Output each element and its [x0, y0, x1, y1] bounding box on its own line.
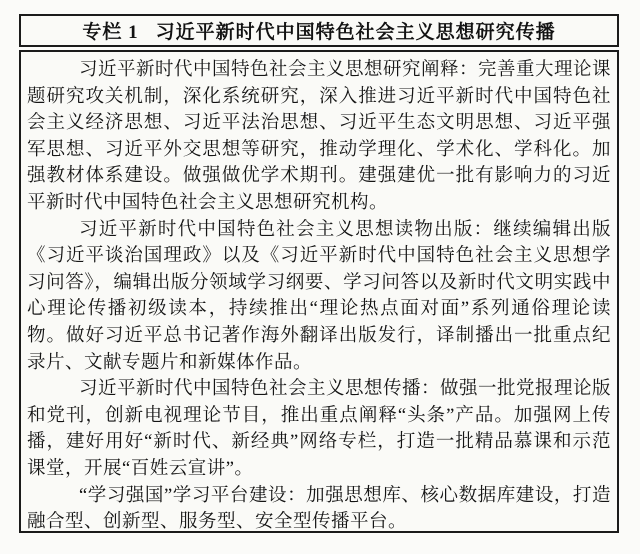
paragraph-thought-dissemination: 习近平新时代中国特色社会主义思想传播：做强一批党报理论版和党刊，创新电视理论节目，推出重点阐释“头条”产品。加强网上传播，建好用好“新时代、新经典”网络专栏，打造一批精品慕课和示范课堂，开展“百姓云宣讲”。: [27, 379, 612, 479]
column-body: [19, 50, 619, 533]
column-panel: [19, 14, 619, 533]
column-number-label: 专栏 1: [82, 22, 139, 43]
paragraph-readings-publication: 习近平新时代中国特色社会主义思想读物出版：继续编辑出版《习近平谈治国理政》以及《习近平新时代中国特色社会主义思想学习问答》，编辑出版分领域学习纲要、学习问答以及新时代文明实践中心理论传播初级读本，持续推出“理论热点面对面”系列通俗理论读物。做好习近平总书记著作海外翻译出版发行，译制播出一批重点纪录片、文献专题片和新媒体作品。: [27, 219, 611, 373]
paragraph-xuexi-qiangguo-platform: “学习强国”学习平台建设：加强思想库、核心数据库建设，打造融合型、创新型、服务型、安全型传播平台。: [27, 485, 611, 533]
column-title-text: 习近平新时代中国特色社会主义思想研究传播: [155, 22, 556, 43]
paragraph-research-interpretation: 习近平新时代中国特色社会主义思想研究阐释：完善重大理论课题研究攻关机制，深化系统研究，深入推进习近平新时代中国特色社会主义经济思想、习近平法治思想、习近平生态文明思想、习近平强军思想、习近平外交思想等研究，推动学理化、学术化、学科化。加强教材体系建设。做强做优学术期刊。建强建优一批有影响力的习近平新时代中国特色社会主义思想研究机构。: [27, 60, 612, 213]
column-title-bar: [19, 14, 619, 47]
